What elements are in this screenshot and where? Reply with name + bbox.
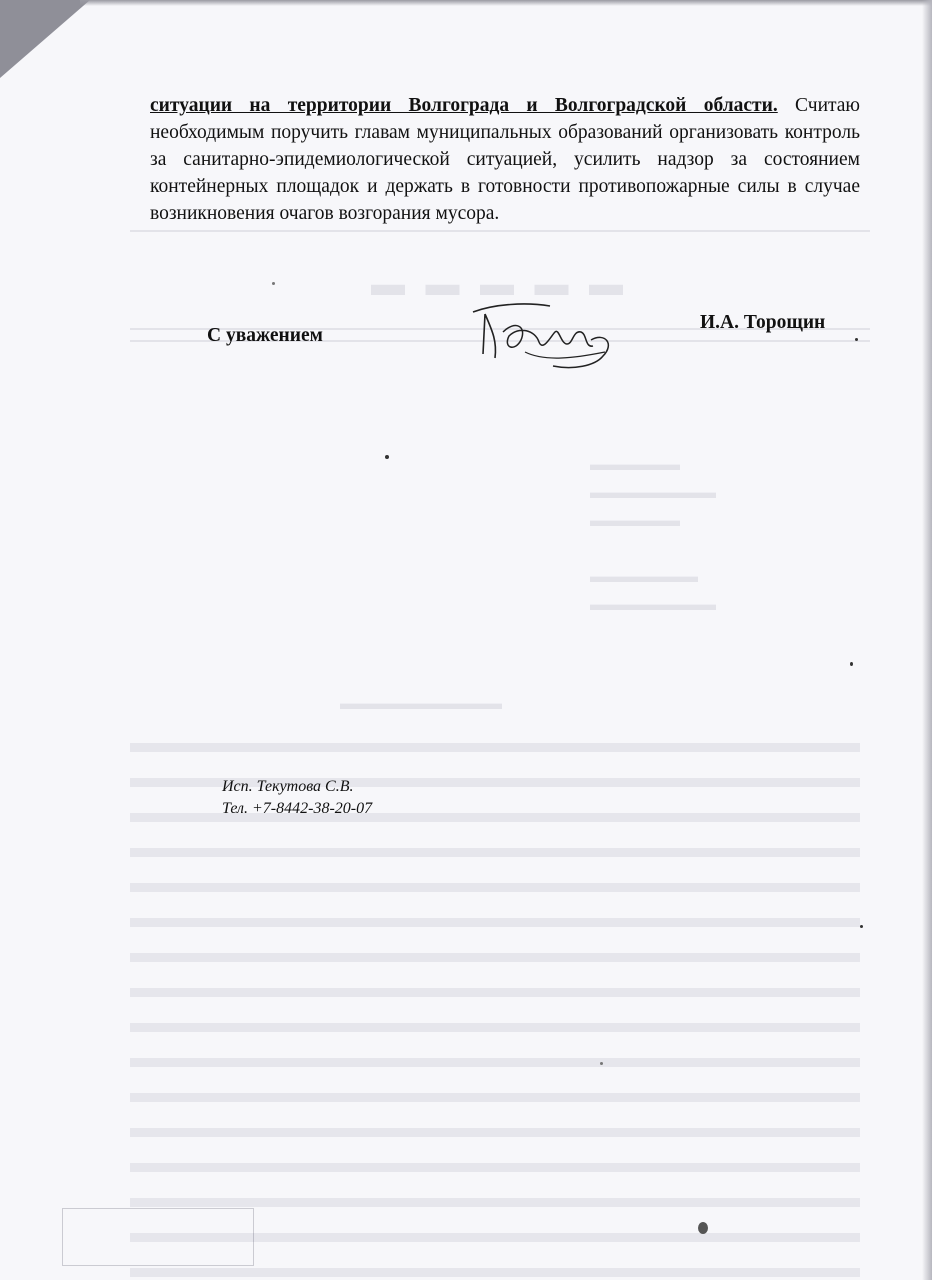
- scan-speck: [272, 282, 275, 285]
- page-top-edge: [80, 0, 932, 6]
- closing-phrase: С уважением: [207, 325, 323, 346]
- scan-speck: [850, 662, 853, 666]
- scan-speck: [860, 925, 863, 928]
- reverse-side-bleed-through: ▬ ▬ ▬ ▬ ▬ ▬▬▬▬▬ ▬▬▬▬▬▬▬ ▬▬▬▬▬ ▬▬▬▬▬▬ ▬▬▬▬▬▬▬ ▬▬▬▬▬▬▬▬▬: [130, 220, 870, 1220]
- letter-body-rest: Считаю необходимым поручить главам муниципальных образований организовать контроль за санитарно-эпидемиологической ситуацией, усилить надзор за состоянием контейнерных площадок и держать в готовности противопожарные силы в случае возникновения очагов возгорания мусора.: [150, 95, 860, 224]
- scan-speck: [855, 338, 858, 341]
- handwritten-signature: [455, 292, 625, 377]
- scan-speck: [385, 455, 389, 459]
- page-right-edge: [922, 0, 932, 1280]
- scan-speck: [698, 1222, 708, 1234]
- executor-phone: Тел. +7-8442-38-20-07: [222, 800, 373, 817]
- signer-name: И.А. Торощин: [700, 312, 826, 333]
- letter-body: [150, 92, 860, 227]
- executor-name: Исп. Текутова С.В.: [222, 778, 354, 795]
- folded-corner: [0, 0, 90, 78]
- scan-speck: [600, 1062, 603, 1065]
- faint-stamp: [62, 1208, 254, 1266]
- letter-lead-underlined: ситуации на территории Волгограда и Волгоградской области.: [150, 95, 778, 116]
- executor-block: [222, 776, 372, 820]
